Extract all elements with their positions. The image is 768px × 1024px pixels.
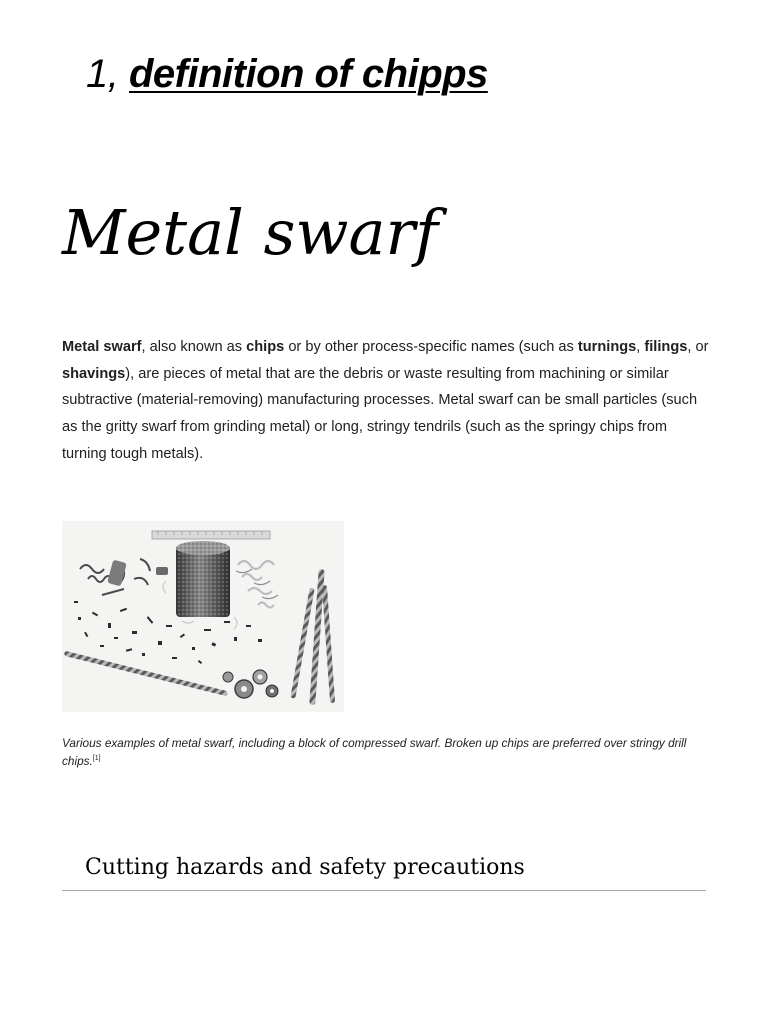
heading-title: definition of chipps (128, 52, 488, 96)
intro-text: , (636, 339, 645, 355)
intro-term: Metal swarf (62, 339, 142, 355)
intro-term: filings (644, 339, 688, 355)
document-heading (86, 52, 488, 97)
intro-term: chips (246, 339, 285, 355)
section-divider (62, 890, 706, 891)
intro-text: , or (687, 339, 709, 355)
intro-text: ), are pieces of metal that are the debris or waste resulting from machining or similar subtractive (material-removing) manufacturing processes. Metal swarf can be small particles (such as the gritty swarf from grinding metal) or long, stringy tendrils (such as the springy chips from turning tough metals). (62, 365, 698, 462)
intro-term: turnings (577, 339, 637, 355)
intro-term: shavings (62, 365, 126, 382)
metal-swarf-photo (62, 521, 344, 712)
reference-link[interactable]: [1] (92, 755, 101, 763)
intro-text: or by other process-specific names (such as (284, 339, 578, 355)
section-heading: Cutting hazards and safety precautions (85, 855, 525, 880)
figure-caption (62, 734, 702, 770)
article-title: Metal swarf (62, 196, 439, 269)
caption-text: Various examples of metal swarf, including a block of compressed swarf. Broken up chips are preferred over stringy drill chips. (62, 736, 687, 768)
intro-paragraph (62, 334, 712, 468)
heading-number: 1, (86, 52, 119, 96)
intro-text: , also known as (141, 339, 247, 355)
